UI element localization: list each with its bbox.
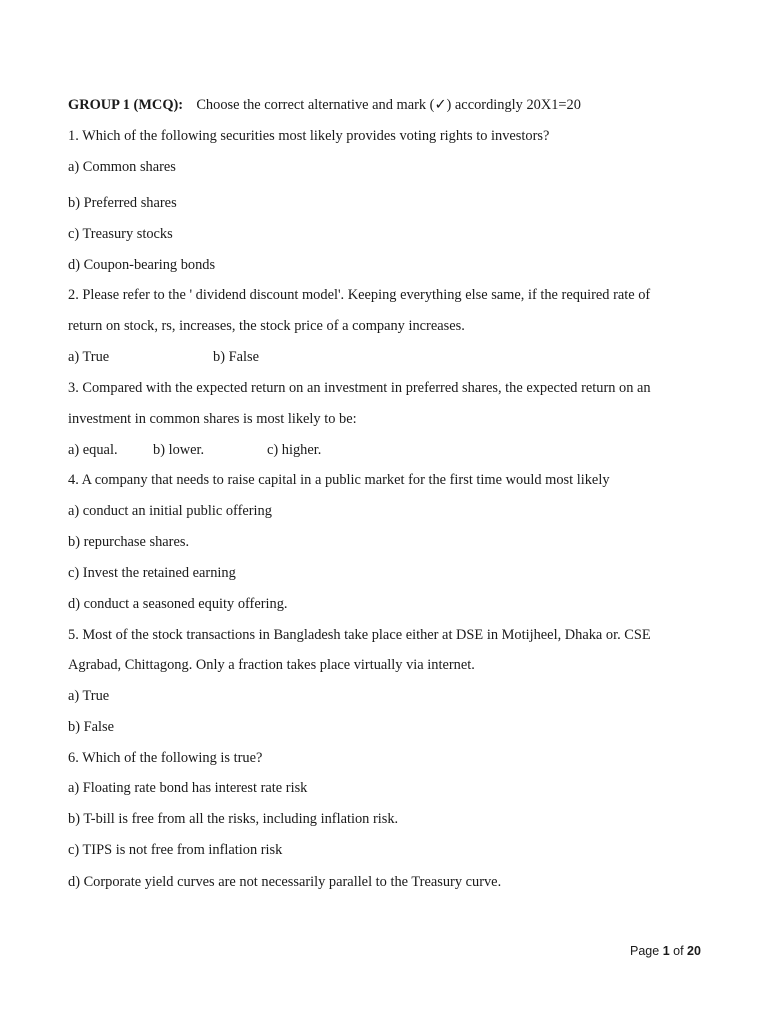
question-6-text: 6. Which of the following is true? xyxy=(68,750,263,766)
question-6-option-d: d) Corporate yield curves are not necessarily parallel to the Treasury curve. xyxy=(68,874,502,890)
question-3-text-line2: investment in common shares is most likely to be: xyxy=(68,411,357,427)
question-2-text-line1: 2. Please refer to the ' dividend discount model'. Keeping everything else same, if the required rate of xyxy=(68,287,651,303)
question-5-option-b: b) False xyxy=(68,719,114,735)
question-3-options xyxy=(68,441,321,459)
page-number: 1 xyxy=(662,944,670,958)
question-3-text-line1: 3. Compared with the expected return on an investment in preferred shares, the expected return on an xyxy=(68,380,651,396)
total-pages: 20 xyxy=(687,944,701,958)
question-2-option-a: a) True xyxy=(68,349,110,365)
question-2-text-line2: return on stock, rs, increases, the stock price of a company increases. xyxy=(68,318,465,334)
question-4-option-c: c) Invest the retained earning xyxy=(68,565,236,581)
question-4-option-a: a) conduct an initial public offering xyxy=(68,503,272,519)
group-label: GROUP 1 (MCQ): xyxy=(68,97,184,113)
question-1-option-c: c) Treasury stocks xyxy=(68,226,173,242)
question-3-option-b: b) lower. xyxy=(153,442,205,458)
question-6-option-c: c) TIPS is not free from inflation risk xyxy=(68,842,283,858)
question-5-text-line2: Agrabad, Chittagong. Only a fraction takes place virtually via internet. xyxy=(68,657,475,673)
question-2-option-b: b) False xyxy=(213,349,259,365)
group-instruction: Choose the correct alternative and mark (✓) accordingly 20X1=20 xyxy=(196,97,581,113)
of-word: of xyxy=(673,944,684,958)
question-4-text: 4. A company that needs to raise capital in a public market for the first time would most likely xyxy=(68,472,610,488)
question-3-option-c: c) higher. xyxy=(267,442,322,458)
group-header xyxy=(68,96,581,114)
page-word: Page xyxy=(630,944,660,958)
question-6-option-a: a) Floating rate bond has interest rate risk xyxy=(68,780,308,796)
question-1-option-d: d) Coupon-bearing bonds xyxy=(68,257,216,273)
question-4-option-b: b) repurchase shares. xyxy=(68,534,190,550)
question-3-option-a: a) equal. xyxy=(68,442,118,458)
question-6-option-b: b) T-bill is free from all the risks, including inflation risk. xyxy=(68,811,399,827)
page-footer xyxy=(630,942,701,960)
question-1-option-a: a) Common shares xyxy=(68,159,176,175)
question-5-option-a: a) True xyxy=(68,688,110,704)
question-1-text: 1. Which of the following securities most likely provides voting rights to investors? xyxy=(68,128,550,144)
question-2-options xyxy=(68,348,259,366)
question-5-text-line1: 5. Most of the stock transactions in Bangladesh take place either at DSE in Motijheel, Dhaka or. CSE xyxy=(68,627,651,643)
question-4-option-d: d) conduct a seasoned equity offering. xyxy=(68,596,288,612)
question-1-option-b: b) Preferred shares xyxy=(68,195,177,211)
